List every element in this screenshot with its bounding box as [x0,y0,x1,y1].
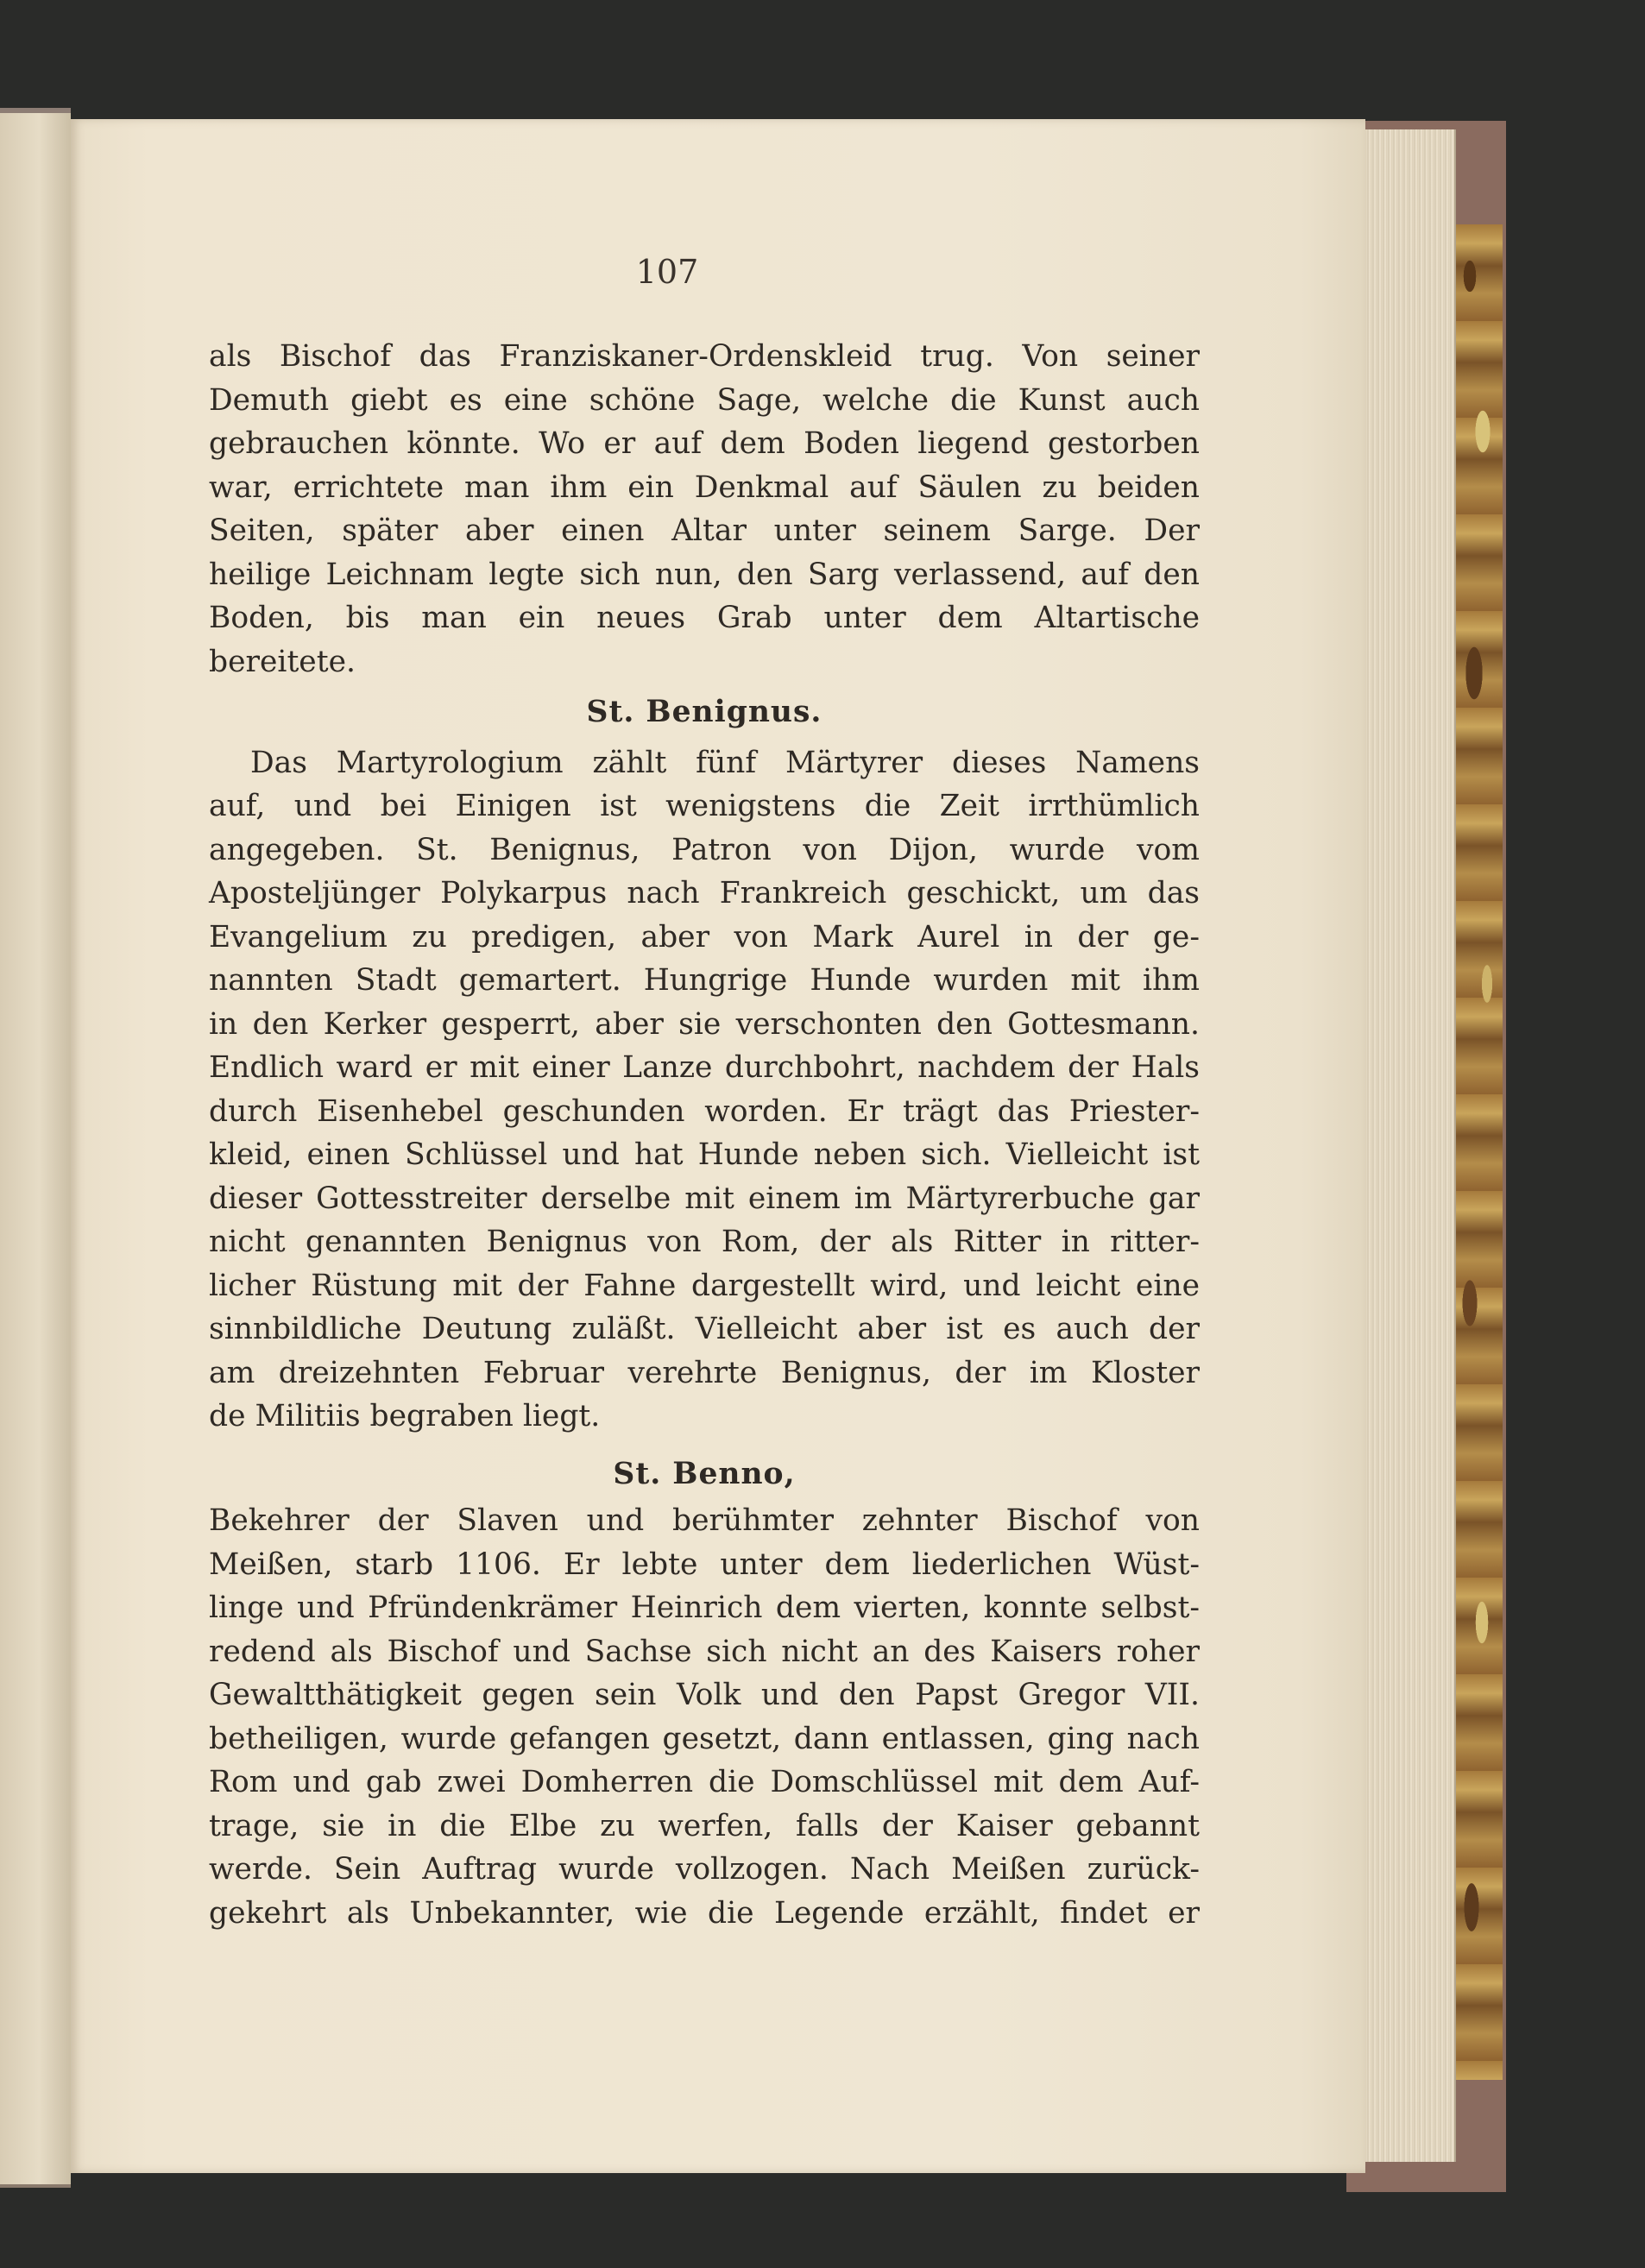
text-line: gebrauchen könnte. Wo er auf dem Boden liegend gestorben [209,426,1200,461]
marbled-page-edge [1450,224,1503,2080]
page-stack-edge [1351,129,1456,2162]
text-line: kleid, einen Schlüssel und hat Hunde neben sich. Vielleicht ist [209,1137,1200,1172]
text-line: dieser Gottesstreiter derselbe mit einem im Märtyrerbuche gar [209,1181,1200,1216]
text-line: heilige Leichnam legte sich nun, den Sarg verlassend, auf den [209,557,1200,592]
text-line: Demuth giebt es eine schöne Sage, welche die Kunst auch [209,382,1200,418]
paragraph-2 [209,741,1200,1439]
page-text [209,335,1200,1935]
text-line: linge und Pfründenkrämer Heinrich dem vierten, konnte selbst- [209,1591,1200,1625]
paragraph-1 [209,335,1200,684]
text-line: redend als Bischof und Sachse sich nicht an des Kaisers roher [209,1634,1200,1669]
text-line: am dreizehnten Februar verehrte Benignus, der im Kloster [209,1355,1200,1390]
text-line: Endlich ward er mit einer Lanze durchbohrt, nachdem der Hals [209,1050,1200,1085]
text-line: nicht genannten Benignus von Rom, der als Ritter in ritter- [209,1225,1200,1259]
section-heading-benignus: St. Benignus. [586,695,822,729]
text-line: Evangelium zu predigen, aber von Mark Aurel in der ge- [209,919,1200,954]
text-line: war, errichtete man ihm ein Denkmal auf Säulen zu beiden [209,469,1200,505]
text-line: werde. Sein Auftrag wurde vollzogen. Nach Meißen zurück- [209,1852,1200,1887]
text-line: gekehrt als Unbekannter, wie die Legende erzählt, findet er [209,1895,1200,1931]
text-line: Apostelјünger Polykarpus nach Frankreich geschickt, um das [209,876,1200,910]
page-number: 107 [635,253,699,291]
text-line: Bekehrer der Slaven und berühmter zehnter Bischof von [209,1503,1200,1538]
text-line: Gewaltthätigkeit gegen sein Volk und den Papst Gregor VII. [209,1678,1200,1712]
text-line: angegeben. St. Benignus, Patron von Dijon, wurde vom [209,832,1200,867]
text-line: de Militiis begraben liegt. [209,1399,601,1433]
text-line: bereitete. [209,644,356,679]
text-line: Rom und gab zwei Domherren die Domschlüssel mit dem Auf- [209,1765,1200,1799]
text-line: licher Rüstung mit der Fahne dargestellt wird, und leicht eine [209,1268,1200,1303]
book-page [71,119,1365,2173]
text-line: Das Martyrologium zählt fünf Märtyrer dieses Namens [250,745,1200,780]
text-line: Meißen, starb 1106. Er lebte unter dem liederlichen Wüst- [209,1547,1200,1582]
text-line: sinnbildliche Deutung zuläßt. Vielleicht aber ist es auch der [209,1312,1200,1346]
left-page-edge [0,108,71,2188]
text-line: durch Eisenhebel geschunden worden. Er trägt das Priester- [209,1093,1200,1129]
text-line: Seiten, später aber einen Altar unter seinem Sarge. Der [209,513,1200,548]
text-line: betheiligen, wurde gefangen gesetzt, dann entlassen, ging nach [209,1721,1200,1756]
text-line: in den Kerker gesperrt, aber sie verschonten den Gottesmann. [209,1006,1200,1042]
paragraph-3 [209,1499,1200,1935]
text-line: nannten Stadt gemartert. Hungrige Hunde wurden mit ihm [209,963,1200,998]
section-heading-benno: St. Benno, [613,1456,796,1491]
text-line: auf, und bei Einigen ist wenigstens die Zeit irrthümlich [209,789,1200,823]
text-line: trage, sie in die Elbe zu werfen, falls der Kaiser gebannt [209,1808,1200,1843]
text-line: als Bischof das Franziskaner-Ordenskleid trug. Von seiner [209,339,1200,374]
text-line: Boden, bis man ein neues Grab unter dem Altartische [209,601,1200,635]
